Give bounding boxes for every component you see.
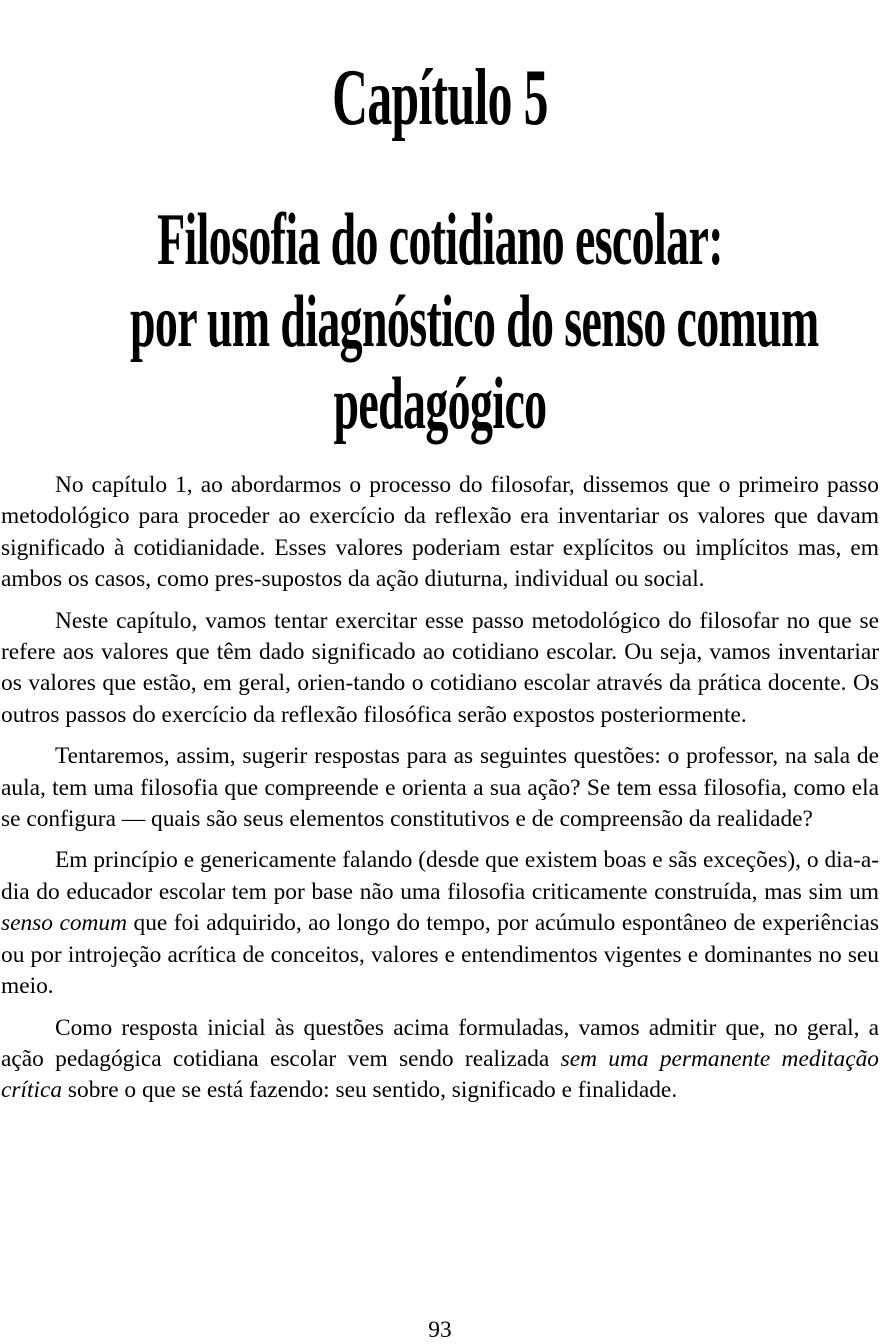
paragraph-5-text-start: Como resposta inicial às questões acima formuladas, vamos admitir que, no geral, a ação pedagógica cotidiana escolar vem sendo realizada bbox=[1, 1014, 879, 1072]
paragraph-1: No capítulo 1, ao abordarmos o processo do filosofar, dissemos que o primeiro passo metodológico para proceder ao exercício da reflexão era inventariar os valores que davam significado à cotidianidade. Esses valores poderiam estar explícitos ou implícitos mas, em ambos os casos, como pres-supostos da ação diuturna, individual ou social. bbox=[1, 472, 879, 593]
paragraph-4-text-end: que foi adquirido, ao longo do tempo, por acúmulo espontâneo de experiências ou por introjeção acrítica de conceitos, valores e entendimentos vigentes e dominantes no seu meio. bbox=[1, 910, 879, 1000]
paragraph-4-text-start: Em princípio e genericamente falando (desde que existem boas e sãs exceções), o dia-a-dia do educador escolar tem por base não uma filosofia criticamente construída, mas sim um bbox=[1, 847, 879, 905]
paragraph-5 bbox=[1, 1013, 879, 1107]
body-text bbox=[1, 470, 879, 1117]
chapter-title bbox=[130, 199, 819, 446]
paragraph-2: Neste capítulo, vamos tentar exercitar esse passo metodológico do filosofar no que se refere aos valores que têm dado significado ao cotidiano escolar. Ou seja, vamos inventariar os valores que estão, em geral, orien-tando o cotidiano escolar através da prática docente. Os outros passos do exercício da reflexão filosófica serão expostos posteriormente. bbox=[1, 607, 879, 728]
chapter-label: Capítulo 5 bbox=[332, 53, 548, 142]
chapter-title-line-3: pedagógico bbox=[333, 363, 547, 446]
paragraph-3: Tentaremos, assim, sugerir respostas para as seguintes questões: o professor, na sala de aula, tem uma filosofia que compreende e orienta a sua ação? Se tem essa filosofia, como ela se configura — quais são seus elementos constitutivos e de compreensão da realidade? bbox=[1, 743, 879, 833]
paragraph-4-emphasis: senso comum bbox=[1, 910, 128, 937]
chapter-title-line-1: Filosofia do cotidiano escolar: bbox=[157, 199, 723, 282]
page-number: 93 bbox=[428, 1317, 452, 1343]
paragraph-5-text-end: sobre o que se está fazendo: seu sentido, significado e finalidade. bbox=[62, 1077, 678, 1104]
paragraph-5-emphasis: sem uma permanente meditação crítica bbox=[1, 1045, 879, 1104]
chapter-title-line-2: por um diagnóstico do senso comum bbox=[130, 281, 819, 364]
paragraph-4 bbox=[1, 845, 879, 1002]
